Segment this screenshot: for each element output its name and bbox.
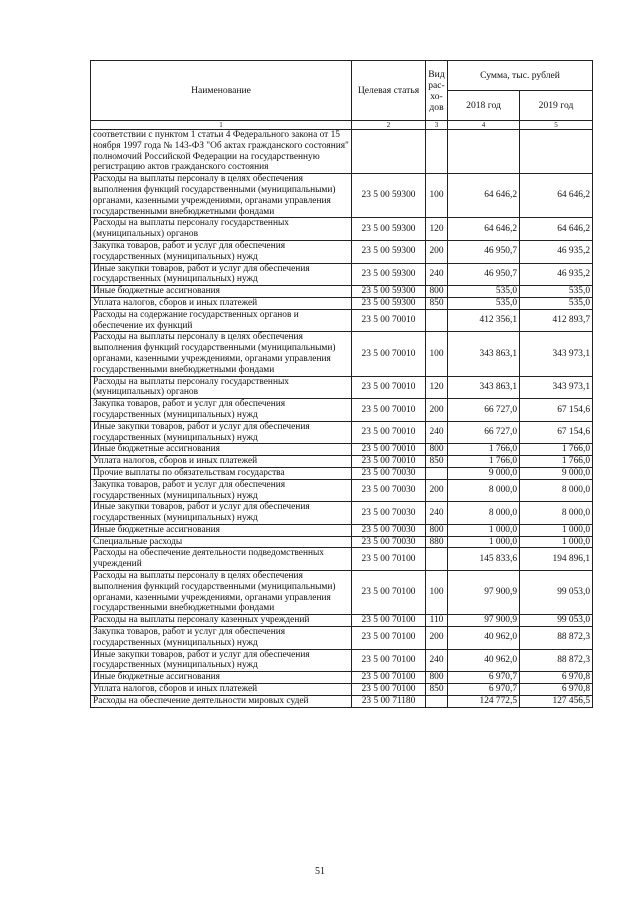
- row-amount-2018: 145 833,6: [448, 548, 520, 571]
- table-row: [91, 571, 593, 615]
- row-expense-type: [426, 548, 448, 571]
- row-target-code: 23 5 00 70100: [352, 615, 426, 627]
- table-row: [91, 174, 593, 218]
- row-name: Иные закупки товаров, работ и услуг для обеспечения государственных (муниципальных) нужд: [91, 263, 352, 286]
- row-name: соответствии с пунктом 1 статьи 4 Федерального закона от 15 ноября 1997 года № 143-ФЗ "Об актах гражданского состояния" полномочий Российской Федерации на государственную регистрацию актов гражданского состояния: [91, 130, 352, 174]
- row-name: Специальные расходы: [91, 536, 352, 548]
- row-amount-2018: 412 356,1: [448, 309, 520, 332]
- row-target-code: 23 5 00 70030: [352, 536, 426, 548]
- row-name: Иные бюджетные ассигнования: [91, 672, 352, 684]
- table-row: [91, 548, 593, 571]
- row-target-code: 23 5 00 70100: [352, 684, 426, 696]
- row-expense-type: 200: [426, 627, 448, 650]
- row-amount-2019: 46 935,2: [520, 263, 593, 286]
- row-amount-2019: 99 053,0: [520, 615, 593, 627]
- table-row: [91, 218, 593, 241]
- row-name: Закупка товаров, работ и услуг для обеспечения государственных (муниципальных) нужд: [91, 479, 352, 502]
- row-amount-2019: 535,0: [520, 297, 593, 309]
- row-name: Расходы на выплаты персоналу государственных (муниципальных) органов: [91, 218, 352, 241]
- row-amount-2019: [520, 130, 593, 174]
- table-row: [91, 263, 593, 286]
- row-name: Расходы на выплаты персоналу казенных учреждений: [91, 615, 352, 627]
- row-expense-type: 800: [426, 524, 448, 536]
- row-amount-2018: 6 970,7: [448, 672, 520, 684]
- row-expense-type: 850: [426, 456, 448, 468]
- row-amount-2018: 343 863,1: [448, 332, 520, 376]
- index-1: 1: [91, 121, 352, 130]
- row-target-code: 23 5 00 70030: [352, 467, 426, 479]
- row-target-code: 23 5 00 70100: [352, 672, 426, 684]
- row-amount-2019: 343 973,1: [520, 376, 593, 399]
- row-expense-type: [426, 130, 448, 174]
- row-name: Закупка товаров, работ и услуг для обеспечения государственных (муниципальных) нужд: [91, 627, 352, 650]
- row-amount-2019: 64 646,2: [520, 218, 593, 241]
- row-target-code: 23 5 00 59300: [352, 297, 426, 309]
- row-name: Расходы на выплаты персоналу в целях обеспечения выполнения функций государственными (муниципальными) органами, казенными учреждениями, органами управления государственными внебюджетными фондами: [91, 571, 352, 615]
- row-amount-2019: 9 000,0: [520, 467, 593, 479]
- row-amount-2019: 46 935,2: [520, 240, 593, 263]
- index-5: 5: [520, 121, 593, 130]
- row-amount-2019: 99 053,0: [520, 571, 593, 615]
- index-4: 4: [448, 121, 520, 130]
- row-target-code: 23 5 00 59300: [352, 218, 426, 241]
- row-expense-type: 200: [426, 399, 448, 422]
- row-amount-2018: 64 646,2: [448, 174, 520, 218]
- row-name: Расходы на обеспечение деятельности подведомственных учреждений: [91, 548, 352, 571]
- row-expense-type: 200: [426, 240, 448, 263]
- row-expense-type: [426, 695, 448, 707]
- row-amount-2019: 535,0: [520, 286, 593, 298]
- row-name: Расходы на выплаты персоналу в целях обеспечения выполнения функций государственными (муниципальными) органами, казенными учреждениями, органами управления государственными внебюджетными фондами: [91, 174, 352, 218]
- table-row: [91, 376, 593, 399]
- row-expense-type: 880: [426, 536, 448, 548]
- row-amount-2019: 88 872,3: [520, 627, 593, 650]
- row-amount-2018: 343 863,1: [448, 376, 520, 399]
- row-name: Закупка товаров, работ и услуг для обеспечения государственных (муниципальных) нужд: [91, 399, 352, 422]
- row-expense-type: [426, 467, 448, 479]
- row-amount-2018: 40 962,0: [448, 627, 520, 650]
- row-name: Расходы на выплаты персоналу государственных (муниципальных) органов: [91, 376, 352, 399]
- row-expense-type: 110: [426, 615, 448, 627]
- row-amount-2019: 1 000,0: [520, 524, 593, 536]
- row-target-code: 23 5 00 70010: [352, 399, 426, 422]
- table-row: [91, 467, 593, 479]
- row-name: Уплата налогов, сборов и иных платежей: [91, 297, 352, 309]
- table-row: [91, 684, 593, 696]
- table-row: [91, 297, 593, 309]
- table-body: [91, 130, 593, 708]
- row-name: Расходы на выплаты персоналу в целях обеспечения выполнения функций государственными (муниципальными) органами, казенными учреждениями, органами управления государственными внебюджетными фондами: [91, 332, 352, 376]
- row-amount-2018: 535,0: [448, 297, 520, 309]
- row-expense-type: 100: [426, 174, 448, 218]
- page-number: 51: [315, 866, 325, 877]
- row-amount-2019: 127 456,5: [520, 695, 593, 707]
- row-amount-2018: 8 000,0: [448, 502, 520, 525]
- row-expense-type: 850: [426, 684, 448, 696]
- row-amount-2018: 40 962,0: [448, 649, 520, 672]
- row-amount-2018: 8 000,0: [448, 479, 520, 502]
- row-name: Закупка товаров, работ и услуг для обеспечения государственных (муниципальных) нужд: [91, 240, 352, 263]
- row-expense-type: 100: [426, 332, 448, 376]
- table-row: [91, 615, 593, 627]
- row-amount-2019: 194 896,1: [520, 548, 593, 571]
- row-amount-2018: 66 727,0: [448, 399, 520, 422]
- row-amount-2018: 1 766,0: [448, 456, 520, 468]
- row-amount-2019: 8 000,0: [520, 502, 593, 525]
- row-expense-type: 800: [426, 444, 448, 456]
- row-target-code: 23 5 00 70010: [352, 332, 426, 376]
- row-amount-2018: 1 000,0: [448, 524, 520, 536]
- row-target-code: 23 5 00 70030: [352, 524, 426, 536]
- row-target-code: 23 5 00 70010: [352, 421, 426, 444]
- row-target-code: [352, 130, 426, 174]
- row-expense-type: 800: [426, 286, 448, 298]
- budget-table-container: [90, 60, 592, 708]
- table-row: [91, 649, 593, 672]
- row-target-code: 23 5 00 59300: [352, 263, 426, 286]
- row-expense-type: 240: [426, 421, 448, 444]
- row-target-code: 23 5 00 70100: [352, 649, 426, 672]
- row-amount-2018: 1 000,0: [448, 536, 520, 548]
- row-expense-type: 120: [426, 218, 448, 241]
- row-amount-2019: 1 000,0: [520, 536, 593, 548]
- row-target-code: 23 5 00 59300: [352, 286, 426, 298]
- row-amount-2018: [448, 130, 520, 174]
- row-amount-2019: 343 973,1: [520, 332, 593, 376]
- row-expense-type: 240: [426, 649, 448, 672]
- row-amount-2018: 9 000,0: [448, 467, 520, 479]
- table-row: [91, 421, 593, 444]
- table-row: [91, 536, 593, 548]
- row-target-code: 23 5 00 70010: [352, 444, 426, 456]
- row-amount-2018: 97 900,9: [448, 615, 520, 627]
- row-amount-2018: 535,0: [448, 286, 520, 298]
- budget-table: [90, 60, 593, 708]
- row-amount-2019: 1 766,0: [520, 444, 593, 456]
- row-amount-2019: 67 154,6: [520, 421, 593, 444]
- row-name: Иные бюджетные ассигнования: [91, 444, 352, 456]
- table-row: [91, 399, 593, 422]
- row-amount-2019: 67 154,6: [520, 399, 593, 422]
- table-row: [91, 524, 593, 536]
- index-row: [91, 121, 593, 130]
- table-row: [91, 672, 593, 684]
- row-target-code: 23 5 00 70010: [352, 376, 426, 399]
- table-row: [91, 130, 593, 174]
- row-name: Иные бюджетные ассигнования: [91, 286, 352, 298]
- table-row: [91, 479, 593, 502]
- row-target-code: 23 5 00 70030: [352, 502, 426, 525]
- row-amount-2018: 46 950,7: [448, 263, 520, 286]
- row-amount-2018: 97 900,9: [448, 571, 520, 615]
- row-name: Расходы на обеспечение деятельности мировых судей: [91, 695, 352, 707]
- header-target: Целевая статья: [352, 61, 426, 121]
- row-amount-2018: 124 772,5: [448, 695, 520, 707]
- row-target-code: 23 5 00 70030: [352, 479, 426, 502]
- row-target-code: 23 5 00 70010: [352, 456, 426, 468]
- row-name: Иные закупки товаров, работ и услуг для обеспечения государственных (муниципальных) нужд: [91, 502, 352, 525]
- row-expense-type: 100: [426, 571, 448, 615]
- header-vid: Вид рас-хо-дов: [426, 61, 448, 121]
- header-2019: 2019 год: [520, 91, 593, 121]
- row-expense-type: 240: [426, 263, 448, 286]
- row-expense-type: [426, 309, 448, 332]
- table-row: [91, 444, 593, 456]
- table-row: [91, 309, 593, 332]
- row-expense-type: 200: [426, 479, 448, 502]
- row-expense-type: 850: [426, 297, 448, 309]
- table-row: [91, 456, 593, 468]
- header-row: [91, 61, 593, 91]
- row-amount-2018: 46 950,7: [448, 240, 520, 263]
- header-sum: Сумма, тыс. рублей: [448, 61, 593, 91]
- row-amount-2019: 64 646,2: [520, 174, 593, 218]
- row-name: Иные закупки товаров, работ и услуг для обеспечения государственных (муниципальных) нужд: [91, 649, 352, 672]
- row-expense-type: 120: [426, 376, 448, 399]
- row-target-code: 23 5 00 70010: [352, 309, 426, 332]
- row-amount-2018: 66 727,0: [448, 421, 520, 444]
- row-expense-type: 240: [426, 502, 448, 525]
- row-name: Иные бюджетные ассигнования: [91, 524, 352, 536]
- index-2: 2: [352, 121, 426, 130]
- table-row: [91, 332, 593, 376]
- row-amount-2019: 6 970,8: [520, 684, 593, 696]
- row-amount-2018: 1 766,0: [448, 444, 520, 456]
- row-target-code: 23 5 00 70100: [352, 548, 426, 571]
- row-expense-type: 800: [426, 672, 448, 684]
- table-row: [91, 627, 593, 650]
- row-amount-2019: 412 893,7: [520, 309, 593, 332]
- header-2018: 2018 год: [448, 91, 520, 121]
- row-amount-2019: 6 970,8: [520, 672, 593, 684]
- table-row: [91, 502, 593, 525]
- row-target-code: 23 5 00 70100: [352, 571, 426, 615]
- table-row: [91, 286, 593, 298]
- row-name: Уплата налогов, сборов и иных платежей: [91, 456, 352, 468]
- row-amount-2018: 64 646,2: [448, 218, 520, 241]
- header-name: Наименование: [91, 61, 352, 121]
- table-row: [91, 695, 593, 707]
- row-target-code: 23 5 00 59300: [352, 240, 426, 263]
- row-name: Расходы на содержание государственных органов и обеспечение их функций: [91, 309, 352, 332]
- row-name: Прочие выплаты по обязательствам государства: [91, 467, 352, 479]
- row-amount-2019: 88 872,3: [520, 649, 593, 672]
- row-amount-2019: 1 766,0: [520, 456, 593, 468]
- row-target-code: 23 5 00 59300: [352, 174, 426, 218]
- table-row: [91, 240, 593, 263]
- row-target-code: 23 5 00 70100: [352, 627, 426, 650]
- row-name: Иные закупки товаров, работ и услуг для обеспечения государственных (муниципальных) нужд: [91, 421, 352, 444]
- index-3: 3: [426, 121, 448, 130]
- row-amount-2019: 8 000,0: [520, 479, 593, 502]
- row-amount-2018: 6 970,7: [448, 684, 520, 696]
- row-name: Уплата налогов, сборов и иных платежей: [91, 684, 352, 696]
- row-target-code: 23 5 00 71180: [352, 695, 426, 707]
